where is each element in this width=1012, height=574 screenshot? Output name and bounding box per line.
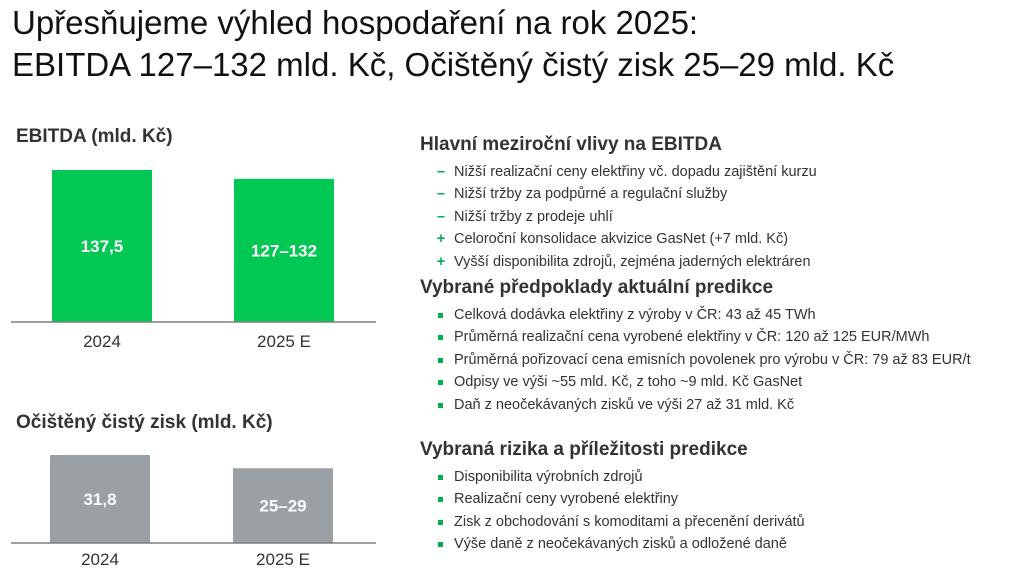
- list-item-text: Realizační ceny vyrobené elektřiny: [454, 491, 679, 508]
- list-item-text: Zisk z obchodování s komoditami a přecenění derivátů: [454, 513, 805, 530]
- minus-bullet-icon: –: [436, 186, 446, 203]
- section-heading: Hlavní meziroční vlivy na EBITDA: [420, 134, 722, 155]
- minus-bullet-icon: –: [436, 164, 446, 180]
- list-item: [420, 183, 1010, 205]
- title-line-2: EBITDA 127–132 mld. Kč, Očištěný čistý zisk 25–29 mld. Kč: [12, 46, 895, 83]
- page-title: [12, 2, 1002, 86]
- profit-chart-title: Očištěný čistý zisk (mld. Kč): [16, 412, 273, 433]
- section-assumptions: [420, 276, 1010, 416]
- list-item: [420, 511, 1010, 533]
- list-item-text: Nižší realizační ceny elektřiny vč. dopadu zajištění kurzu: [454, 164, 817, 180]
- square-bullet-icon: [438, 380, 443, 385]
- ebitda-chart-title: EBITDA (mld. Kč): [16, 126, 173, 147]
- section-ebitda-drivers: [420, 133, 1010, 273]
- list-item-text: Celoroční konsolidace akvizice GasNet (+7 mld. Kč): [454, 231, 789, 248]
- ebitda-bar-chart: [0, 160, 390, 360]
- square-bullet-icon: [438, 313, 443, 318]
- list-item: [420, 161, 1010, 183]
- data-label-1: 127–132: [250, 241, 318, 261]
- list-item: [420, 466, 1010, 488]
- title-line-1: Upřesňujeme výhled hospodaření na rok 2025:: [12, 4, 699, 41]
- data-label-0: 137,5: [80, 237, 124, 256]
- list-item: [420, 251, 1010, 273]
- list-item-text: Vyšší disponibilita zdrojů, zejména jaderných elektráren: [454, 253, 811, 270]
- list-item-text: Celková dodávka elektřiny z výroby v ČR: 43 až 45 TWh: [454, 307, 816, 323]
- list-item-text: Nižší tržby z prodeje uhlí: [454, 208, 613, 225]
- list-item-text: Odpisy ve výši ~55 mld. Kč, z toho ~9 mld. Kč GasNet: [454, 374, 803, 391]
- plus-bullet-icon: +: [436, 231, 446, 248]
- list-item: [420, 533, 1010, 555]
- square-bullet-icon: [438, 542, 443, 547]
- square-bullet-icon: [438, 497, 443, 502]
- square-bullet-icon: [438, 520, 443, 525]
- bullet-list: [420, 466, 1010, 556]
- list-item-text: Průměrná realizační cena vyrobené elektřiny v ČR: 120 až 125 EUR/MWh: [454, 329, 930, 346]
- list-item: [420, 371, 1010, 393]
- plus-bullet-icon: +: [436, 253, 446, 270]
- section-heading: Vybrané předpoklady aktuální predikce: [420, 277, 774, 298]
- minus-bullet-icon: –: [436, 208, 446, 225]
- category-label-1: 2025 E: [256, 550, 310, 569]
- list-item-text: Nižší tržby za podpůrné a regulační služby: [454, 186, 728, 203]
- list-item: [420, 326, 1010, 348]
- list-item-text: Disponibilita výrobních zdrojů: [454, 469, 643, 485]
- data-label-1: 25–29: [259, 496, 307, 516]
- data-label-0: 31,8: [83, 490, 117, 509]
- list-item: [420, 488, 1010, 510]
- section-heading: Vybraná rizika a příležitosti predikce: [420, 439, 748, 460]
- profit-bar-chart: [0, 445, 390, 574]
- list-item: [420, 206, 1010, 228]
- list-item: [420, 349, 1010, 371]
- bullet-list: [420, 304, 1010, 416]
- category-label-0: 2024: [83, 332, 121, 351]
- list-item-text: Výše daně z neočekávaných zisků a odložené daně: [454, 536, 787, 553]
- square-bullet-icon: [438, 358, 443, 363]
- square-bullet-icon: [438, 403, 443, 408]
- category-label-0: 2024: [81, 550, 119, 569]
- list-item: [420, 304, 1010, 326]
- square-bullet-icon: [438, 335, 443, 340]
- square-bullet-icon: [438, 475, 443, 480]
- bullet-list: [420, 161, 1010, 273]
- list-item: [420, 394, 1010, 416]
- section-risks: [420, 438, 1010, 556]
- list-item: [420, 228, 1010, 250]
- category-label-1: 2025 E: [257, 332, 311, 351]
- list-item-text: Průměrná pořizovací cena emisních povolenek pro výrobu v ČR: 79 až 83 EUR/t: [454, 351, 971, 368]
- list-item-text: Daň z neočekávaných zisků ve výši 27 až 31 mld. Kč: [454, 396, 795, 413]
